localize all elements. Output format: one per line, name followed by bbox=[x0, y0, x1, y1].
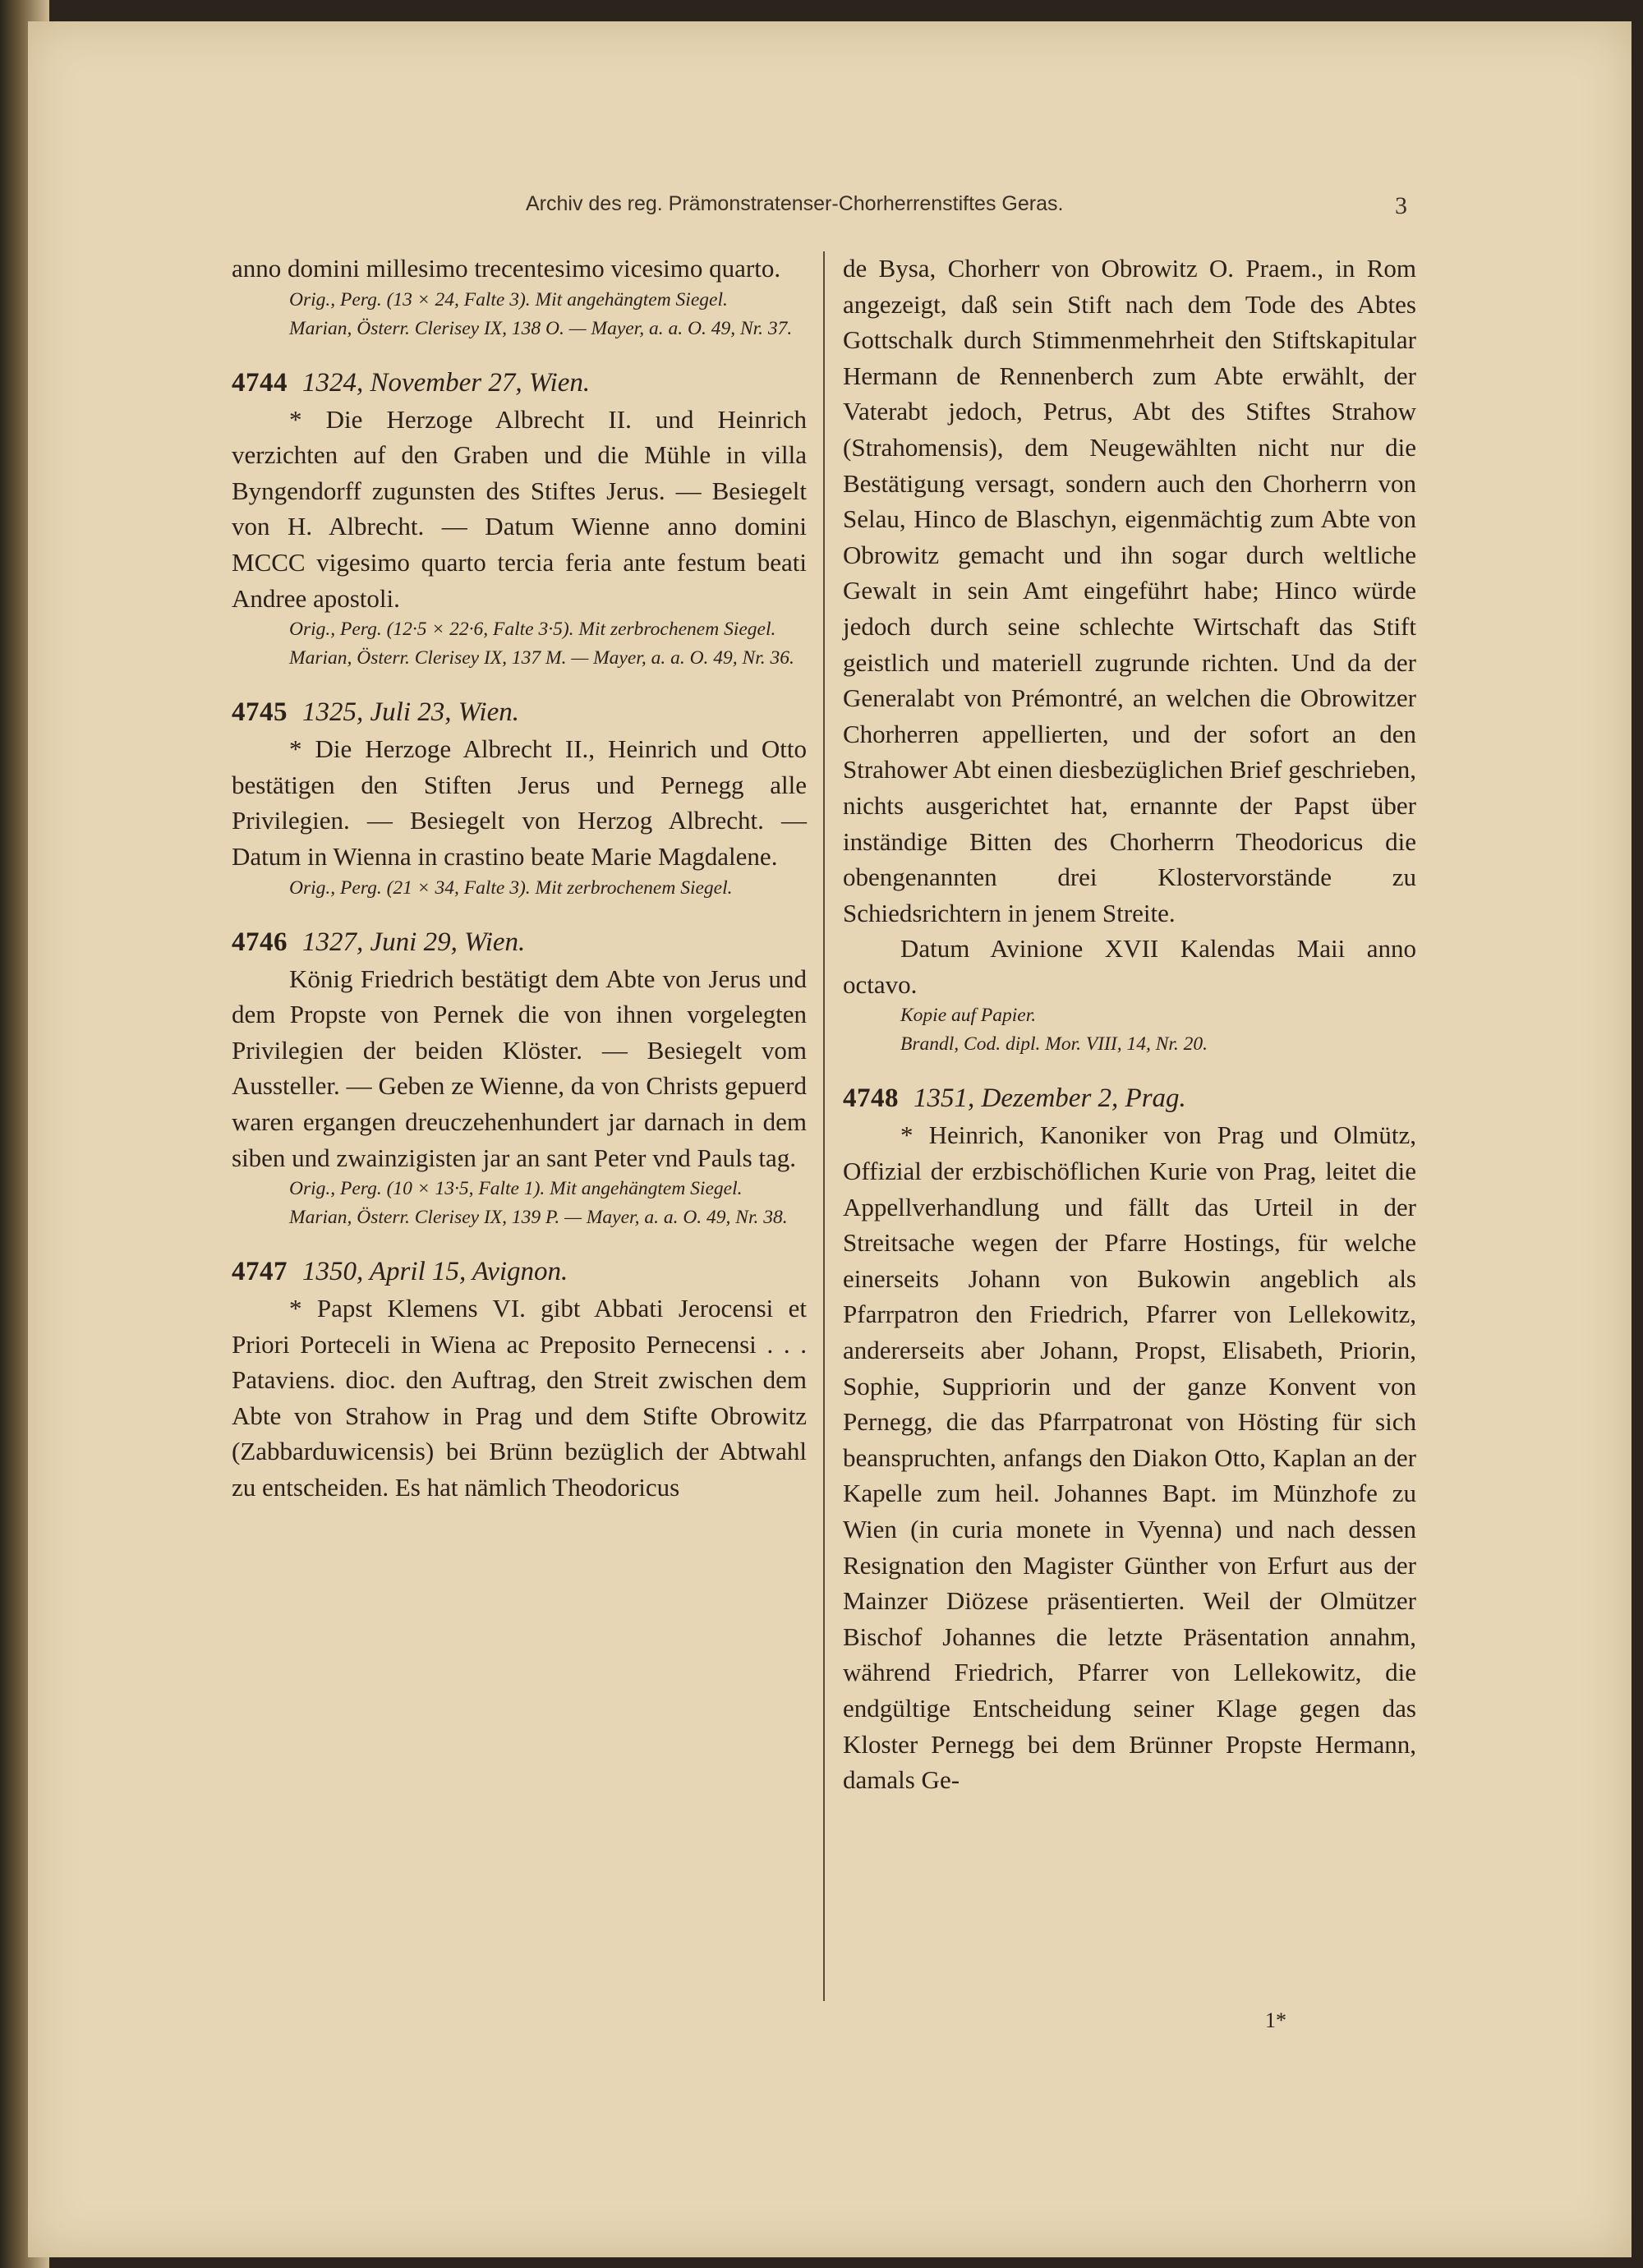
entry-heading bbox=[232, 364, 807, 402]
entry-date: 1324, November 27, Wien. bbox=[302, 367, 591, 398]
continuation-text: anno domini millesimo trecentesimo vicesimo quarto. bbox=[232, 254, 781, 283]
source-note: Orig., Perg. (21 × 34, Falte 3). Mit zerbrochenem Siegel. bbox=[289, 876, 733, 899]
source-note: Orig., Perg. (12·5 × 22·6, Falte 3·5). Mit zerbrochenem Siegel. bbox=[289, 619, 776, 641]
source-note: Orig., Perg. (10 × 13·5, Falte 1). Mit angehängtem Siegel. bbox=[289, 1178, 743, 1200]
page-header bbox=[0, 192, 1643, 225]
entry-heading bbox=[843, 1079, 1416, 1117]
entry-text: * Die Herzoge Albrecht II. und Heinrich verzichten auf den Graben und die Mühle in villa Byngendorff zugunsten des Stiftes Jerus. — Besiegelt von H. Albrecht. — Datum Wienne anno domini MCCC vigesimo quarto tercia feria ante festum beati Andree apostoli. bbox=[232, 404, 807, 613]
entry-text: König Friedrich bestätigt dem Abte von Jerus und dem Propste von Pernek die von ihnen vorgelegten Privilegien der beiden Klöster. — Besiegelt vom Aussteller. — Geben ze Wienne, da von Christs gepuerd waren ergangen dreuczehenhundert jar darnach in dem siben und zwainzigisten jar an sant Peter vnd Pauls tag. bbox=[232, 964, 807, 1172]
source-note: Orig., Perg. (13 × 24, Falte 3). Mit angehängtem Siegel. bbox=[289, 288, 728, 311]
entry-date: 1350, April 15, Avignon. bbox=[302, 1257, 568, 1287]
entry-heading bbox=[232, 1253, 807, 1290]
reference-note: Brandl, Cod. dipl. Mor. VIII, 14, Nr. 20. bbox=[900, 1033, 1208, 1056]
entry-number: 4747 bbox=[232, 1257, 288, 1287]
reference-note: Marian, Österr. Clerisey IX, 139 P. — Mayer, a. a. O. 49, Nr. 38. bbox=[289, 1207, 788, 1229]
column-divider bbox=[823, 251, 825, 2001]
entry-number: 4748 bbox=[843, 1083, 899, 1114]
entry-text: * Heinrich, Kanoniker von Prag und Olmütz, Offizial der erzbischöflichen Kurie von Prag, leitet die Appellverhandlung und fällt das Urteil in der Streitsache wegen der Pfarre Hostings, für welche einerseits Johann von Bukowin angeblich als Pfarrpatron den Friedrich, Pfarrer von Lellekowitz, andererseits aber Johann, Propst, Elisabeth, Priorin, Sophie, Suppriorin und der ganze Konvent von Pernegg, die das Pfarrpatronat von Hösting für sich beanspruchten, anfangs den Diakon Otto, Kaplan an der Kapelle zum heil. Johannes Bapt. im Münzhofe zu Wien (in curia monete in Vyenna) und nach dessen Resignation den Magister Günther von Erfurt aus der Mainzer Diözese präsentierten. Weil der Olmützer Bischof Johannes die letzte Präsentation annahm, während Friedrich, Pfarrer von Lellekowitz, die endgültige Entscheidung seiner Klage gegen das Kloster Pernegg bei dem Brünner Propste Hermann, damals Ge- bbox=[843, 1120, 1416, 1795]
right-column bbox=[843, 251, 1416, 1798]
entry-number: 4745 bbox=[232, 697, 288, 728]
left-column bbox=[232, 251, 807, 1506]
continuation-text: de Bysa, Chorherr von Obrowitz O. Praem., in Rom angezeigt, daß sein Stift nach dem Tode des Abtes Gottschalk durch Stimmenmehrheit den Stiftskapitular Hermann de Rennenberch zum Abte erwählt, der Vaterabt jedoch, Petrus, Abt des Stiftes Strahow (Strahomensis), dem Neugewählten nicht nur die Bestätigung versagt, sondern auch den Chorherrn von Selau, Hinco de Blaschyn, eigenmächtig zum Abte von Obrowitz gemacht und ihn sogar durch weltliche Gewalt in sein Amt eingeführt habe; Hinco würde jedoch durch seine schlechte Wirtschaft das Stift geistlich und materiell zugrunde richten. Und da der Generalabt von Prémontré, an welchen die Obrowitzer Chorherren appellierten, und der sofort an den Strahower Abt einen diesbezüglichen Brief geschrieben, nichts ausgerichtet hat, ernannte der Papst über inständige Bitten des Chorherrn Theodoricus die obengenannten drei Klostervorstände zu Schiedsrichtern in jenem Streite. bbox=[843, 254, 1416, 927]
dating-clause: Datum Avinione XVII Kalendas Maii anno octavo. bbox=[843, 934, 1416, 999]
entry-heading bbox=[232, 693, 807, 731]
page-number: 3 bbox=[1395, 192, 1407, 219]
entry-number: 4746 bbox=[232, 927, 288, 957]
source-note: Kopie auf Papier. bbox=[900, 1005, 1037, 1027]
entry-text: * Die Herzoge Albrecht II., Heinrich und Otto bestätigen den Stiften Jerus und Pernegg alle Privilegien. — Besiegelt von Herzog Albrecht. — Datum in Wienna in crastino beate Marie Magdalene. bbox=[232, 734, 807, 871]
entry-heading bbox=[232, 923, 807, 961]
reference-note: Marian, Österr. Clerisey IX, 137 M. — Mayer, a. a. O. 49, Nr. 36. bbox=[289, 647, 794, 669]
signature-mark: 1* bbox=[1265, 2008, 1286, 2032]
reference-note: Marian, Österr. Clerisey IX, 138 O. — Mayer, a. a. O. 49, Nr. 37. bbox=[289, 317, 793, 339]
entry-text: * Papst Klemens VI. gibt Abbati Jerocensi et Priori Porteceli in Wiena ac Preposito Pernecensi . . . Pataviens. dioc. den Auftrag, den Streit zwischen dem Abte von Strahow in Prag und dem Stifte Obrowitz (Zabbarduwicensis) bei Brünn bezüglich der Abtwahl zu entscheiden. Es hat nämlich Theodoricus bbox=[232, 1294, 807, 1502]
entry-date: 1325, Juli 23, Wien. bbox=[302, 697, 519, 728]
entry-date: 1351, Dezember 2, Prag. bbox=[914, 1083, 1186, 1114]
entry-date: 1327, Juni 29, Wien. bbox=[302, 927, 526, 957]
entry-number: 4744 bbox=[232, 367, 288, 398]
running-head: Archiv des reg. Prämonstratenser-Chorherrenstiftes Geras. bbox=[526, 192, 1064, 215]
